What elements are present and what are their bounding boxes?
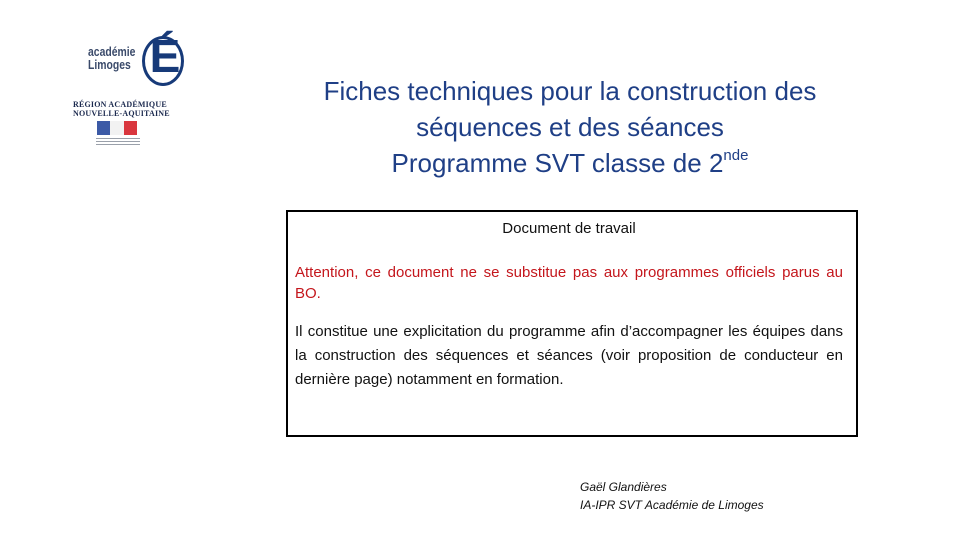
flag-stripe-blue [97,121,110,135]
author-signature [580,478,880,514]
notice-box-heading: Document de travail [502,220,636,237]
title-line-3-text: Programme SVT classe de 2 [391,148,724,178]
author-name: Gaël Glandières [580,480,667,494]
title-line-3 [270,145,870,181]
logo-region-line: NOUVELLE-AQUITAINE [73,109,170,118]
title-superscript: nde [723,147,749,164]
notice-box [286,210,858,437]
logo-region-line: RÉGION ACADÉMIQUE [73,100,167,109]
french-flag-icon [97,121,137,135]
page-title [270,73,870,181]
flag-stripe-white [110,121,123,135]
flag-stripe-red [124,121,137,135]
title-line-1: Fiches techniques pour la construction des [323,76,817,106]
logo-region [73,100,183,118]
logo-wordmark-line: Limoges [88,57,131,72]
author-role: IA-IPR SVT Académie de Limoges [580,498,764,512]
notice-warning: Attention, ce document ne se substitue pas aux programmes officiels parus au BO. [295,264,843,302]
title-line-2: séquences et des séances [416,112,724,142]
academie-limoges-logo [60,18,180,158]
logo-wordmark [88,45,136,71]
notice-body: Il constitue une explicitation du programme afin d’accompagner les équipes dans la construction des séquences et séances (voir proposition de conducteur en dernière page) notamment en formation. [295,323,843,388]
logo-motto-lines [96,138,140,146]
logo-wordmark-line: académie [88,44,136,59]
logo-e-letter: É [149,30,181,82]
